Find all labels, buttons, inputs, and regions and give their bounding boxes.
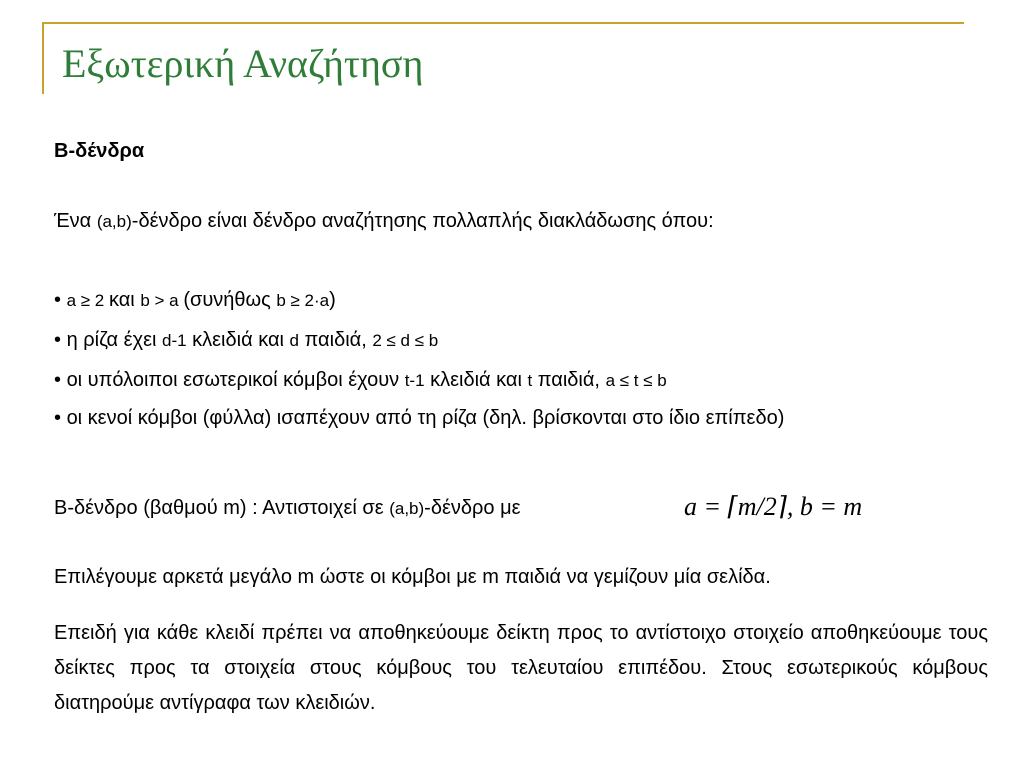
btree-ab: (a,b) [389, 499, 425, 518]
bullet-3-part-6: a ≤ t ≤ b [605, 371, 667, 390]
intro-line [54, 210, 714, 233]
bullet-2-part-6: 2 ≤ d ≤ b [372, 331, 439, 350]
btree-pre: Β-δένδρο (βαθμού m) : Αντιστοιχεί σε [54, 497, 390, 519]
intro-ab: (a,b) [96, 212, 132, 231]
bullet-1-part-5: b ≥ 2·a [276, 291, 330, 310]
bullet-2-part-4: d [289, 331, 299, 350]
intro-pre: Ένα [54, 210, 97, 232]
choose-m-sentence: Επιλέγουμε αρκετά μεγάλο m ώστε οι κόμβοι με m παιδιά να γεμίζουν μία σελίδα. [54, 566, 771, 588]
btree-definition-line [54, 497, 521, 520]
bullet-3-part-3: κλειδιά και [424, 369, 528, 391]
btree-post: -δένδρο με [424, 497, 521, 519]
bullet-3-part-4: t [527, 371, 533, 390]
bullet-item-2 [54, 329, 438, 352]
bullet-2-part-1: η ρίζα έχει [66, 329, 162, 351]
bullet-item-1 [54, 289, 336, 312]
slide-title: Εξωτερική Αναζήτηση [62, 41, 424, 86]
bullet-1-part-1: a ≥ 2 [66, 291, 109, 310]
bullet-4-part-1: οι κενοί κόμβοι (φύλλα) ισαπέχουν από τη ρίζα (δηλ. βρίσκονται στο ίδιο επίπεδο) [66, 407, 785, 429]
explanation-paragraph: Επειδή για κάθε κλειδί πρέπει να αποθηκεύουμε δείκτη προς το αντίστοιχο στοιχείο αποθηκεύουμε τους δείκτες προς τα στοιχεία στους κόμβους του τελευταίου επιπέδου. Στους εσωτερικούς κόμβους διατηρούμε αντίγραφα των κλειδιών. [54, 622, 988, 714]
bullet-1-part-6: ) [329, 289, 336, 311]
bullet-mark: • [54, 289, 67, 311]
bullet-2-part-2: d-1 [162, 331, 187, 350]
bullet-1-part-4: (συνήθως [183, 289, 277, 311]
bullet-mark: • [54, 329, 67, 351]
bullet-item-4 [54, 407, 784, 430]
bullet-mark: • [54, 407, 67, 429]
bullet-3-part-5: παιδιά, [532, 369, 606, 391]
intro-post: -δένδρο είναι δένδρο αναζήτησης πολλαπλής διακλάδωσης όπου: [131, 210, 714, 232]
section-heading: Β-δένδρα [54, 140, 145, 162]
bullet-3-part-2: t-1 [404, 371, 425, 390]
bullet-mark: • [54, 369, 67, 391]
bullet-2-part-3: κλειδιά και [186, 329, 290, 351]
bullet-3-part-1: οι υπόλοιποι εσωτερικοί κόμβοι έχουν [66, 369, 405, 391]
bullet-item-3 [54, 369, 667, 392]
btree-formula: a = ⌈m/2⌉, b = m [684, 492, 863, 521]
title-frame-top-line [42, 22, 964, 24]
bullet-1-part-2: και [108, 289, 141, 311]
title-frame-left-line [42, 22, 44, 94]
bullet-2-part-5: παιδιά, [298, 329, 373, 351]
bullet-1-part-3: b > a [140, 291, 184, 310]
